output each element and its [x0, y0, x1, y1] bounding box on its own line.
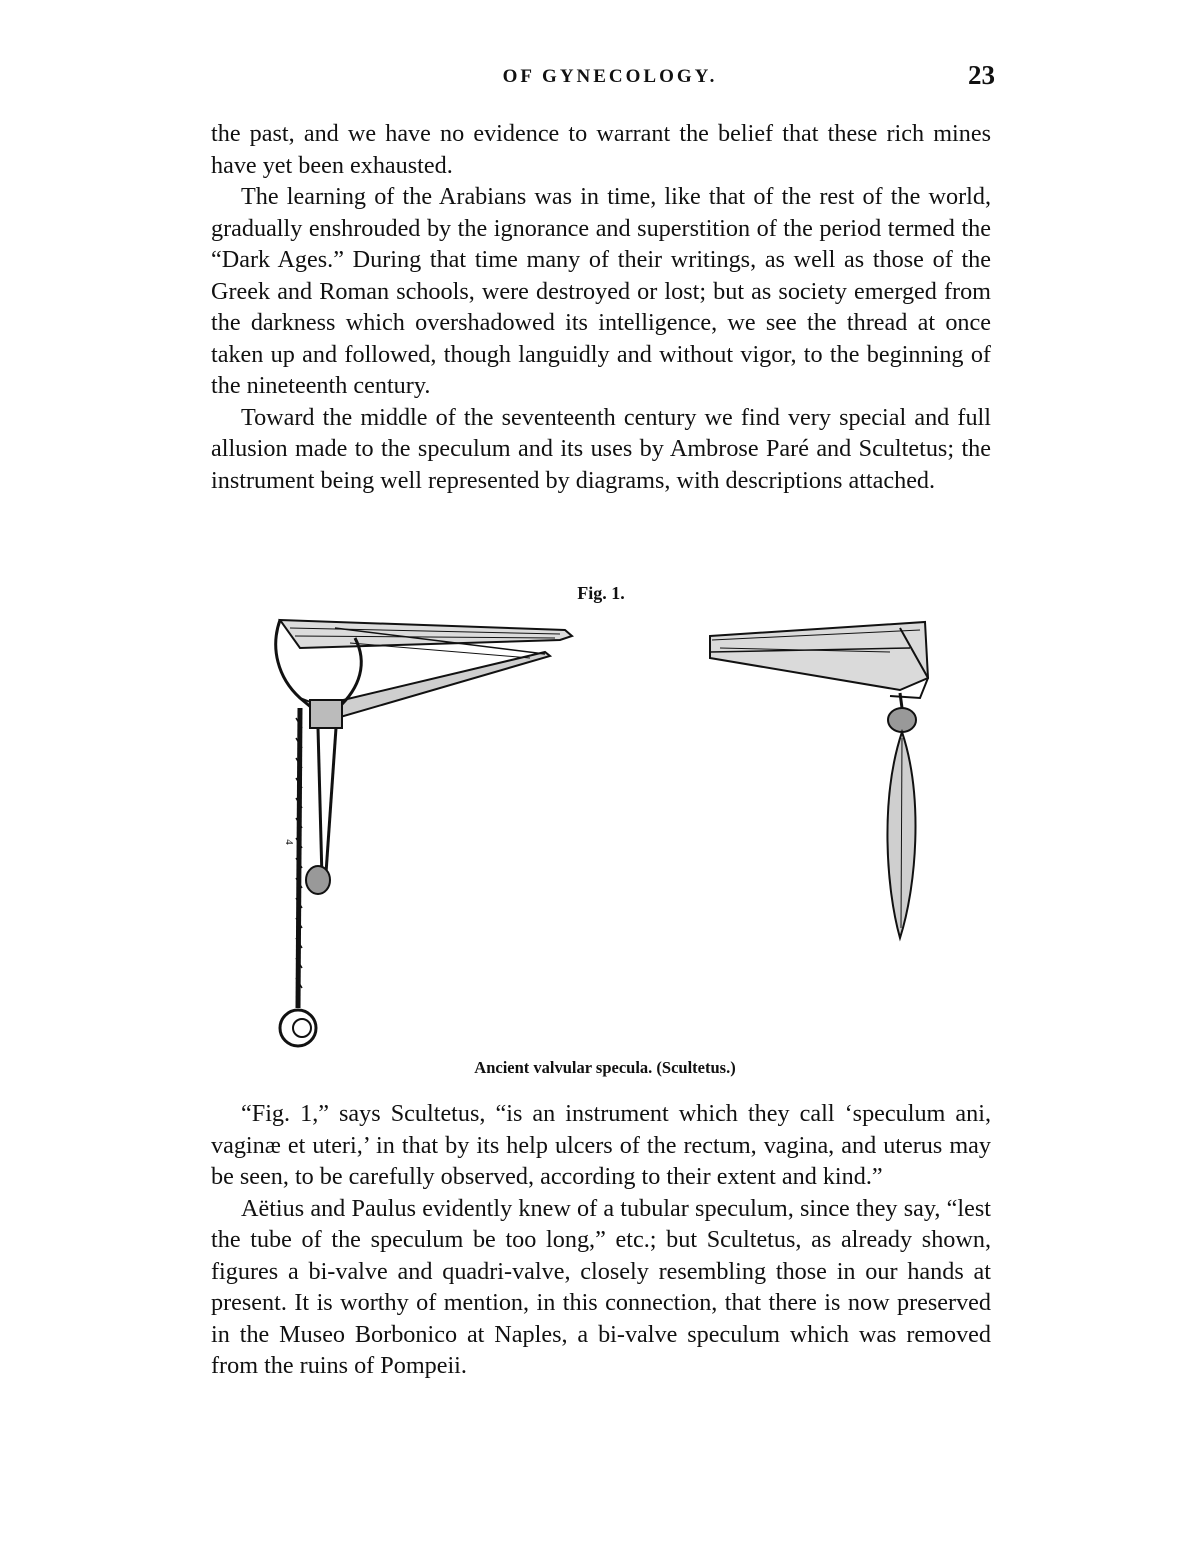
page-number: 23 [968, 60, 995, 90]
figure-illustration [260, 608, 980, 1060]
bottom-text-block [211, 1098, 991, 1382]
top-text-block [211, 118, 991, 496]
paragraph: the past, and we have no evidence to warrant the belief that these rich mines have yet been exhausted. [211, 120, 991, 179]
paragraph: Aëtius and Paulus evidently knew of a tubular speculum, since they say, “lest the tube of the speculum be too long,” etc.; but Scultetus, as already shown, figures a bi-valve and quadri-valve, closely resembling those in our hands at present. It is worthy of mention, in this connection, that there is now preserved in the Museo Borbonico at Naples, a bi-valve speculum which was removed from the ruins of Pompeii. [211, 1194, 991, 1379]
speculum-left [276, 620, 572, 1046]
speculum-right [710, 622, 928, 938]
speculum-illustration [260, 608, 980, 1060]
paragraph: Toward the middle of the seventeenth century we find very special and full allusion made to the speculum and its uses by Ambrose Paré and Scultetus; the instrument being well represented by diagrams, with descriptions attached. [211, 403, 991, 494]
figure-caption: Ancient valvular specula. (Scultetus.) [474, 1058, 736, 1077]
paragraph: “Fig. 1,” says Scultetus, “is an instrument which they call ‘speculum ani, vaginæ et uteri,’ in that by its help ulcers of the rectum, vagina, and uterus may be seen, to be carefully observed, according to their extent and kind.” [211, 1100, 991, 1190]
running-head [0, 60, 1200, 100]
running-title: OF GYNECOLOGY. [502, 66, 718, 87]
figure-label: Fig. 1. [577, 583, 625, 603]
figure-marker: 4 [282, 839, 295, 845]
paragraph: The learning of the Arabians was in time, like that of the rest of the world, gradually enshrouded by the ignorance and superstition of the period termed the “Dark Ages.” During that time many of their writings, as well as those of the Greek and Roman schools, were destroyed or lost; but as society emerged from the darkness which overshadowed its intelligence, we see the thread at once taken up and followed, though languidly and without vigor, to the beginning of the nineteenth century. [211, 183, 991, 399]
